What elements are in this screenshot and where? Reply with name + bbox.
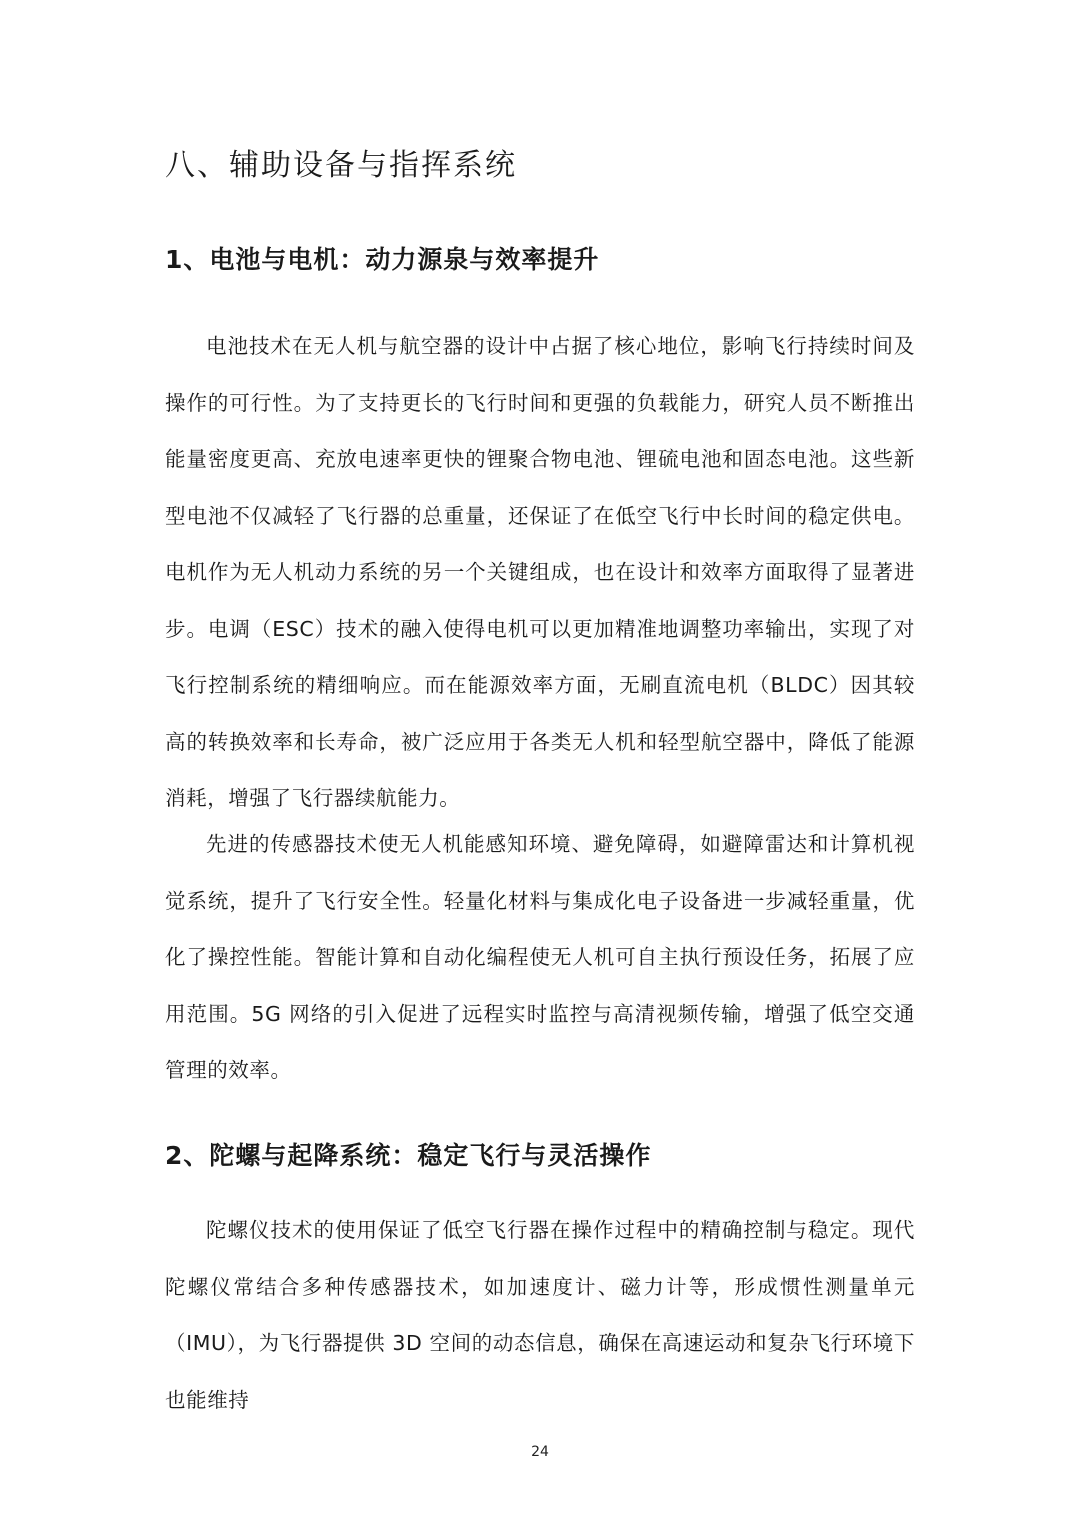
page-number: 24 [531, 1444, 549, 1460]
section-title-2: 2、陀螺与起降系统：稳定飞行与灵活操作 [165, 1141, 652, 1170]
paragraph-1: 电池技术在无人机与航空器的设计中占据了核心地位，影响飞行持续时间及操作的可行性。为了支持更长的飞行时间和更强的负载能力，研究人员不断推出能量密度更高、充放电速率更快的锂聚合物电池、锂硫电池和固态电池。这些新型电池不仅减轻了飞行器的总重量，还保证了在低空飞行中长时间的稳定供电。电机作为无人机动力系统的另一个关键组成，也在设计和效率方面取得了显著进步。电调（ESC）技术的融入使得电机可以更加精准地调整功率输出，实现了对飞行控制系统的精细响应。而在能源效率方面，无刷直流电机（BLDC）因其较高的转换效率和长寿命，被广泛应用于各类无人机和轻型航空器中，降低了能源消耗，增强了飞行器续航能力。 [165, 334, 915, 810]
paragraph-3: 陀螺仪技术的使用保证了低空飞行器在操作过程中的精确控制与稳定。现代陀螺仪常结合多种传感器技术，如加速度计、磁力计等，形成惯性测量单元（IMU），为飞行器提供 3D 空间的动态信息，确保在高速运动和复杂飞行环境下也能维持 [165, 1218, 915, 1412]
section-title-1: 1、电池与电机：动力源泉与效率提升 [165, 245, 600, 274]
paragraph-2: 先进的传感器技术使无人机能感知环境、避免障碍，如避障雷达和计算机视觉系统，提升了飞行安全性。轻量化材料与集成化电子设备进一步减轻重量，优化了操控性能。智能计算和自动化编程使无人机可自主执行预设任务，拓展了应用范围。5G 网络的引入促进了远程实时监控与高清视频传输，增强了低空交通管理的效率。 [165, 832, 915, 1082]
chapter-title: 八、辅助设备与指挥系统 [165, 148, 517, 183]
